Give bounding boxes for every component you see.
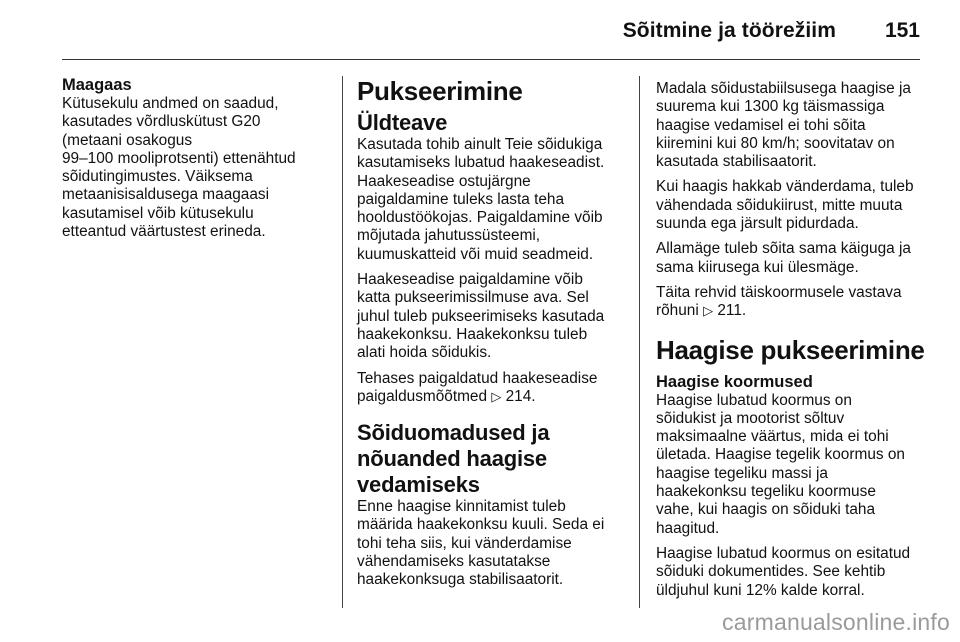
subheading-general: Üldteave: [357, 110, 448, 135]
chapter-heading-towing: Pukseerimine: [357, 76, 523, 106]
page-reference-link[interactable]: 211.: [717, 302, 747, 320]
paragraph-trailer-sway: Kui haagis hakkab vänderdama, tuleb vähendada sõidukiirust, mitte muuta suunda ega järsult pidurdada.: [656, 178, 914, 233]
header-divider: [62, 59, 920, 60]
page-reference-icon[interactable]: ▷: [703, 303, 714, 319]
paragraph-tyre-pressure: [656, 284, 928, 321]
subheading-trailer-loads: Haagise koormused: [656, 372, 813, 391]
mounting-dimensions-text: Tehases paigaldatud haakeseadise paigaldusmõõtmed: [357, 369, 598, 405]
chapter-title: Sõitmine ja töörežiim: [622, 19, 836, 42]
paragraph-towing-eye: Haakeseadise paigaldamine võib katta pukseerimissilmuse ava. Sel juhul tuleb pukseerimiseks kasutada haakekonksu. Haakekonksu tuleb alati hoida sõidukis.: [357, 271, 605, 362]
page-header: [0, 0, 960, 60]
page-number: 151: [884, 19, 920, 42]
paragraph-permitted-load: Haagise lubatud koormus on esitatud sõiduki dokumentides. See kehtib üldjuhul kuni 12% kalde korral.: [656, 544, 911, 599]
column-divider-1: [342, 76, 343, 608]
paragraph-grease-ball: Enne haagise kinnitamist tuleb määrida haakekonksu kuuli. Seda ei tohi teha siis, kui vänderdamise vähendamiseks kasutatakse haakekonksuga stabilisaatorit.: [357, 498, 605, 589]
section-heading-natural-gas: Maagaas: [62, 76, 132, 94]
column-1: [62, 76, 334, 248]
tyre-pressure-text: Täita rehvid täiskoormusele vastava rõhuni: [656, 283, 902, 320]
column-divider-2: [639, 76, 640, 608]
section-heading-driving-characteristics: Sõiduomadused ja nõuanded haagise vedamiseks: [357, 420, 550, 498]
column-2: [357, 76, 629, 597]
paragraph-mounting-dimensions: [357, 370, 629, 407]
chapter-heading-trailer-towing: Haagise pukseerimine: [656, 334, 925, 365]
page-reference-icon[interactable]: ▷: [491, 388, 502, 404]
paragraph-tow-hitch-allowed: Kasutada tohib ainult Teie sõidukiga kasutamiseks lubatud haakeseadist. Haakeseadise ostujärgne paigaldamine tuleks lasta teha hooldustöökojas. Paigaldamine võib mõjutada jahutussüsteemi, kuumuskatteid või muid seadmeid.: [357, 136, 605, 263]
paragraph-fuel-consumption: Kütusekulu andmed on saadud, kasutades võrdluskütust G20 (metaani osakogus 99–100 mooliprotsenti) ettenähtud sõidutingimustes. Väiksema metaanisisaldusega maagaasi kasutamisel võib kütusekulu etteantud väärtustest erineda.: [62, 95, 296, 241]
column-3: [656, 80, 928, 607]
paragraph-trailer-load: Haagise lubatud koormus on sõidukist ja mootorist sõltuv maksimaalne väärtus, mida ei tohi ületada. Haagise tegelik koormus on haagise tegeliku massi ja haakekonksu tegeliku koormuse vahe, kui haagis on sõiduki taha haagitud.: [656, 391, 905, 537]
page-reference-link[interactable]: 214.: [505, 387, 536, 405]
paragraph-speed-limit: Madala sõidustabiilsusega haagise ja suurema kui 1300 kg täismassiga haagise vedamisel ei tohi sõita kiiremini kui 80 km/h; soovitatav on kasutada stabilisaatorit.: [656, 80, 911, 171]
paragraph-downhill: Allamäge tuleb sõita sama käiguga ja sama kiirusega kui ülesmäge.: [656, 240, 911, 276]
watermark: carmanualsonline.info: [722, 609, 950, 635]
